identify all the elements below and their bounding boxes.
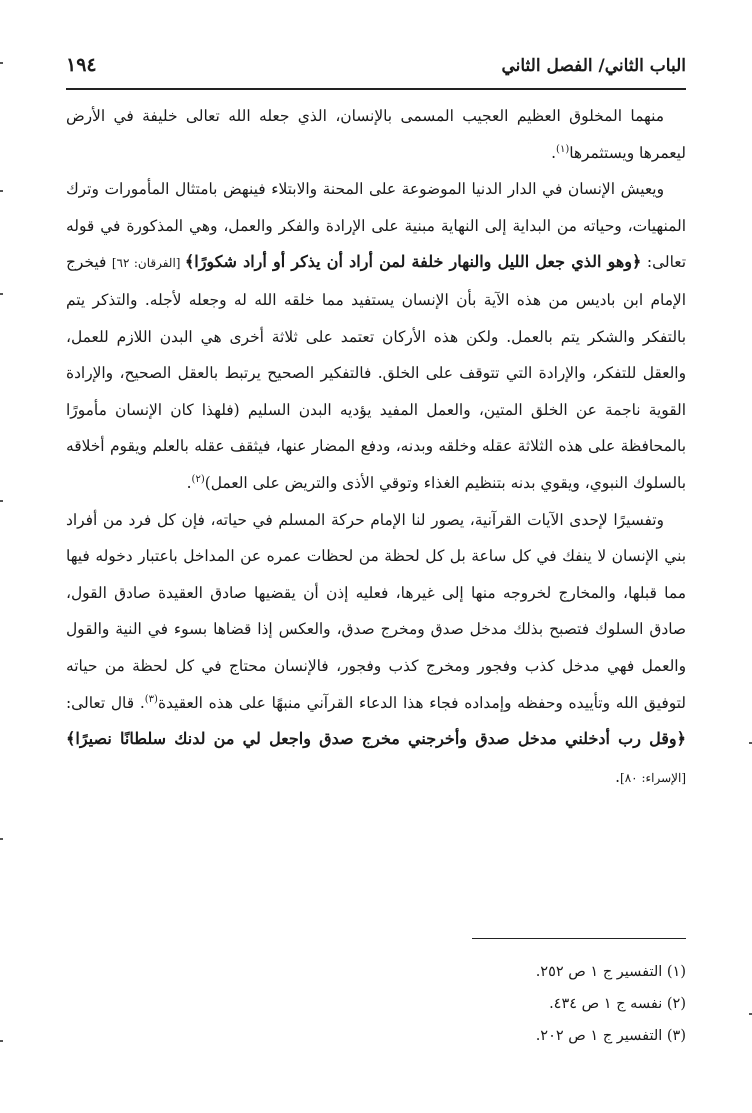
paragraph [66,171,686,501]
paragraph [66,502,686,797]
footnote-marker: (١) [556,143,570,155]
page-header [66,52,686,90]
margin-mark [0,190,3,192]
chapter-title: الباب الثاني/ الفصل الثاني [501,56,686,76]
footnote-separator [472,938,686,939]
text-run: وتفسيرًا لإحدى الآيات القرآنية، يصور لنا الإمام حركة المسلم في حياته، فإن كل فرد من أفراد بني الإنسان لا ينفك في كل ساعة بل كل لحظة من لحظات عمره عن المداخل باعتبار دخوله فيها مما قبلها، والمخارج لخروجه منها إلى غيرها، فعليه إذن أن يقضيها صادق العقيدة صادق القول، صادق السلوك فتصبح بذلك مدخل صدق ومخرج صدق، والعكس إذا قضاها بسوء في النية والقول والعمل فهي مدخل كذب وفجور ومخرج كذب وفجور، فالإنسان محتاج في كل لحظة من حياته لتوفيق الله وتأييده وحفظه وإمداده فجاء هذا الدعاء القرآني منبهًا على هذه العقيدة [66,510,686,712]
text-run: . [186,473,192,492]
paragraph [66,98,686,171]
text-run: منهما المخلوق العظيم العجيب المسمى بالإنسان، الذي جعله الله تعالى خليفة في الأرض ليعمرها ويستثمرها [66,107,686,162]
footnote-marker: (٣) [144,693,158,705]
text-run: فيخرج الإمام ابن باديس من هذه الآية بأن الإنسان يستفيد مما خلقه الله له وجعله لأجله. والتذكر يتم بالتفكر والشكر يتم بالعمل. ولكن هذه الأركان تعتمد على ثلاثة أخرى هي البدن اللازم للعمل، والعقل للتفكر، والإرادة التي تتوقف على الخلق. فالتفكير الصحيح يرتبط بالعقل الصحيح، والإرادة القوية ناجمة عن الخلق المتين، والعمل المفيد يؤديه البدن السليم (فلهذا كان الإنسان مأمورًا بالمحافظة على هذه الثلاثة عقله وخلقه وبدنه، ودفع المضار عنها، فيثقف عقله بالعلم ويقوم أخلاقه بالسلوك النبوي، ويقوي بدنه بتنظيم الغذاء وتوقي الأذى والتريض على العمل) [66,253,686,492]
margin-mark [0,293,3,295]
margin-mark [0,500,3,502]
verse-reference: [الإسراء: ٨٠] [620,770,686,785]
quran-verse: ﴿وهو الذي جعل الليل والنهار خلفة لمن أراد أن يذكر أو أراد شكورًا﴾ [184,252,642,272]
text-run: ويعيش الإنسان في الدار الدنيا الموضوعة على المحنة والابتلاء فينهض بامتثال المأمورات وترك المنهيات، وحياته من البداية إلى النهاية مبنية على الإرادة والفكر والعمل، وهي المذكورة في قوله تعالى: [66,180,686,272]
margin-mark [0,62,3,64]
footnotes [66,956,686,1052]
body-text [66,98,686,796]
text-run: . [615,767,621,786]
verse-reference: [الفرقان: ٦٢] [111,256,185,271]
quran-verse: ﴿وقل رب أدخلني مدخل صدق وأخرجني مخرج صدق واجعل لي من لدنك سلطانًا نصيرًا﴾ [66,729,686,749]
page-number: ١٩٤ [66,54,97,76]
footnote: (١) التفسير ج ١ ص ٢٥٢. [535,964,686,980]
footnote-marker: (٢) [191,473,205,485]
text-run: . [551,143,557,162]
margin-mark [0,1040,3,1042]
footnote: (٢) نفسه ج ١ ص ٤٣٤. [549,996,686,1012]
footnote: (٣) التفسير ج ١ ص ٢٠٢. [535,1028,686,1044]
margin-mark [0,838,3,840]
text-run: . قال تعالى: [66,693,145,712]
